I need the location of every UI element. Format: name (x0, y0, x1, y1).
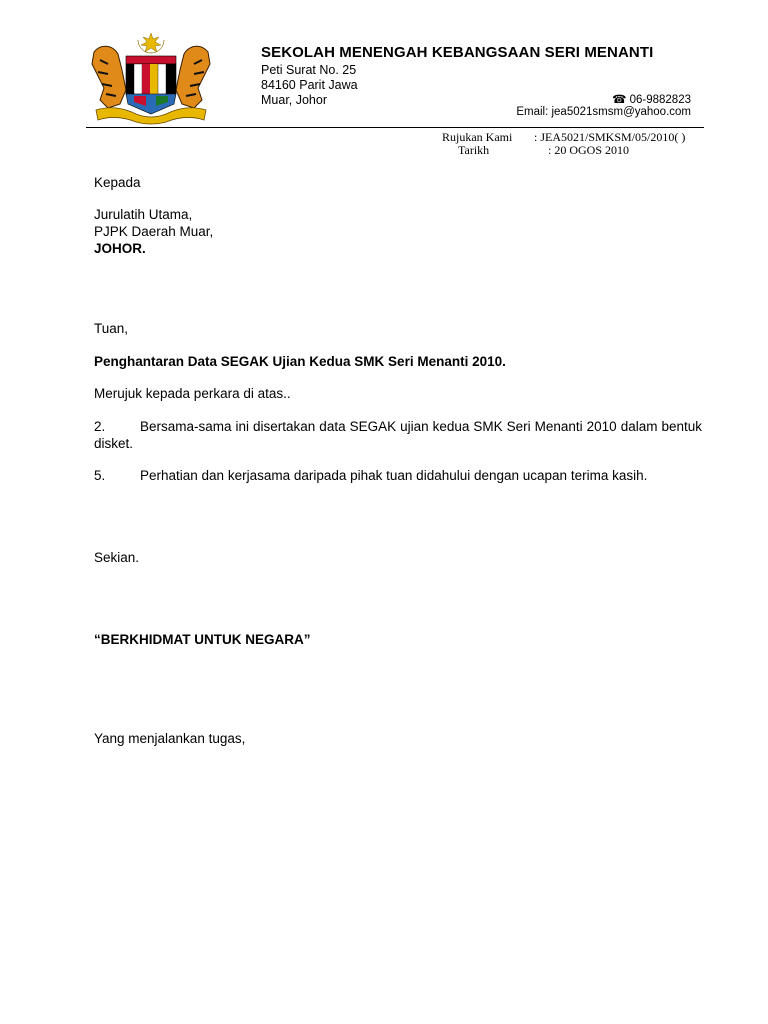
paragraph-5-text: Perhatian dan kerjasama daripada pihak tuan didahului dengan ucapan terima kasih. (140, 468, 648, 483)
address-line-1: Peti Surat No. 25 (261, 63, 357, 77)
recipient-line-1: Jurulatih Utama, (94, 207, 193, 222)
email-address: Email: jea5021smsm@yahoo.com (516, 106, 691, 118)
reference-label: Rujukan Kami (442, 130, 513, 144)
sign-off: Yang menjalankan tugas, (94, 731, 246, 746)
reference-value: : JEA5021/SMKSM/05/2010( ) (534, 130, 686, 144)
recipient-line-3: JOHOR. (94, 241, 146, 256)
intro-paragraph: Merujuk kepada perkara di atas.. (94, 386, 291, 401)
coat-of-arms-logo (86, 30, 216, 126)
motto: “BERKHIDMAT UNTUK NEGARA” (94, 632, 311, 647)
telephone-icon: ☎ (612, 94, 627, 106)
closing: Sekian. (94, 550, 140, 565)
header-divider (86, 127, 704, 128)
school-name: SEKOLAH MENENGAH KEBANGSAAN SERI MENANTI (261, 44, 654, 61)
address-line-3: Muar, Johor (261, 93, 328, 107)
address-line-2: 84160 Parit Jawa (261, 78, 358, 92)
paragraph-5 (94, 467, 702, 484)
paragraph-2 (94, 418, 702, 452)
phone-number: ☎ 06-9882823 (612, 94, 691, 106)
date-value: : 20 OGOS 2010 (548, 143, 630, 157)
paragraph-5-number: 5. (94, 468, 106, 483)
paragraph-2-number: 2. (94, 419, 106, 434)
recipient-to: Kepada (94, 175, 141, 190)
paragraph-2-text: Bersama-sama ini disertakan data SEGAK ujian kedua SMK Seri Menanti 2010 dalam bentuk disket. (94, 419, 702, 451)
recipient-line-2: PJPK Daerah Muar, (94, 224, 214, 239)
letter-subject: Penghantaran Data SEGAK Ujian Kedua SMK Seri Menanti 2010. (94, 354, 506, 369)
greeting: Tuan, (94, 321, 129, 336)
date-label: Tarikh (458, 143, 490, 157)
